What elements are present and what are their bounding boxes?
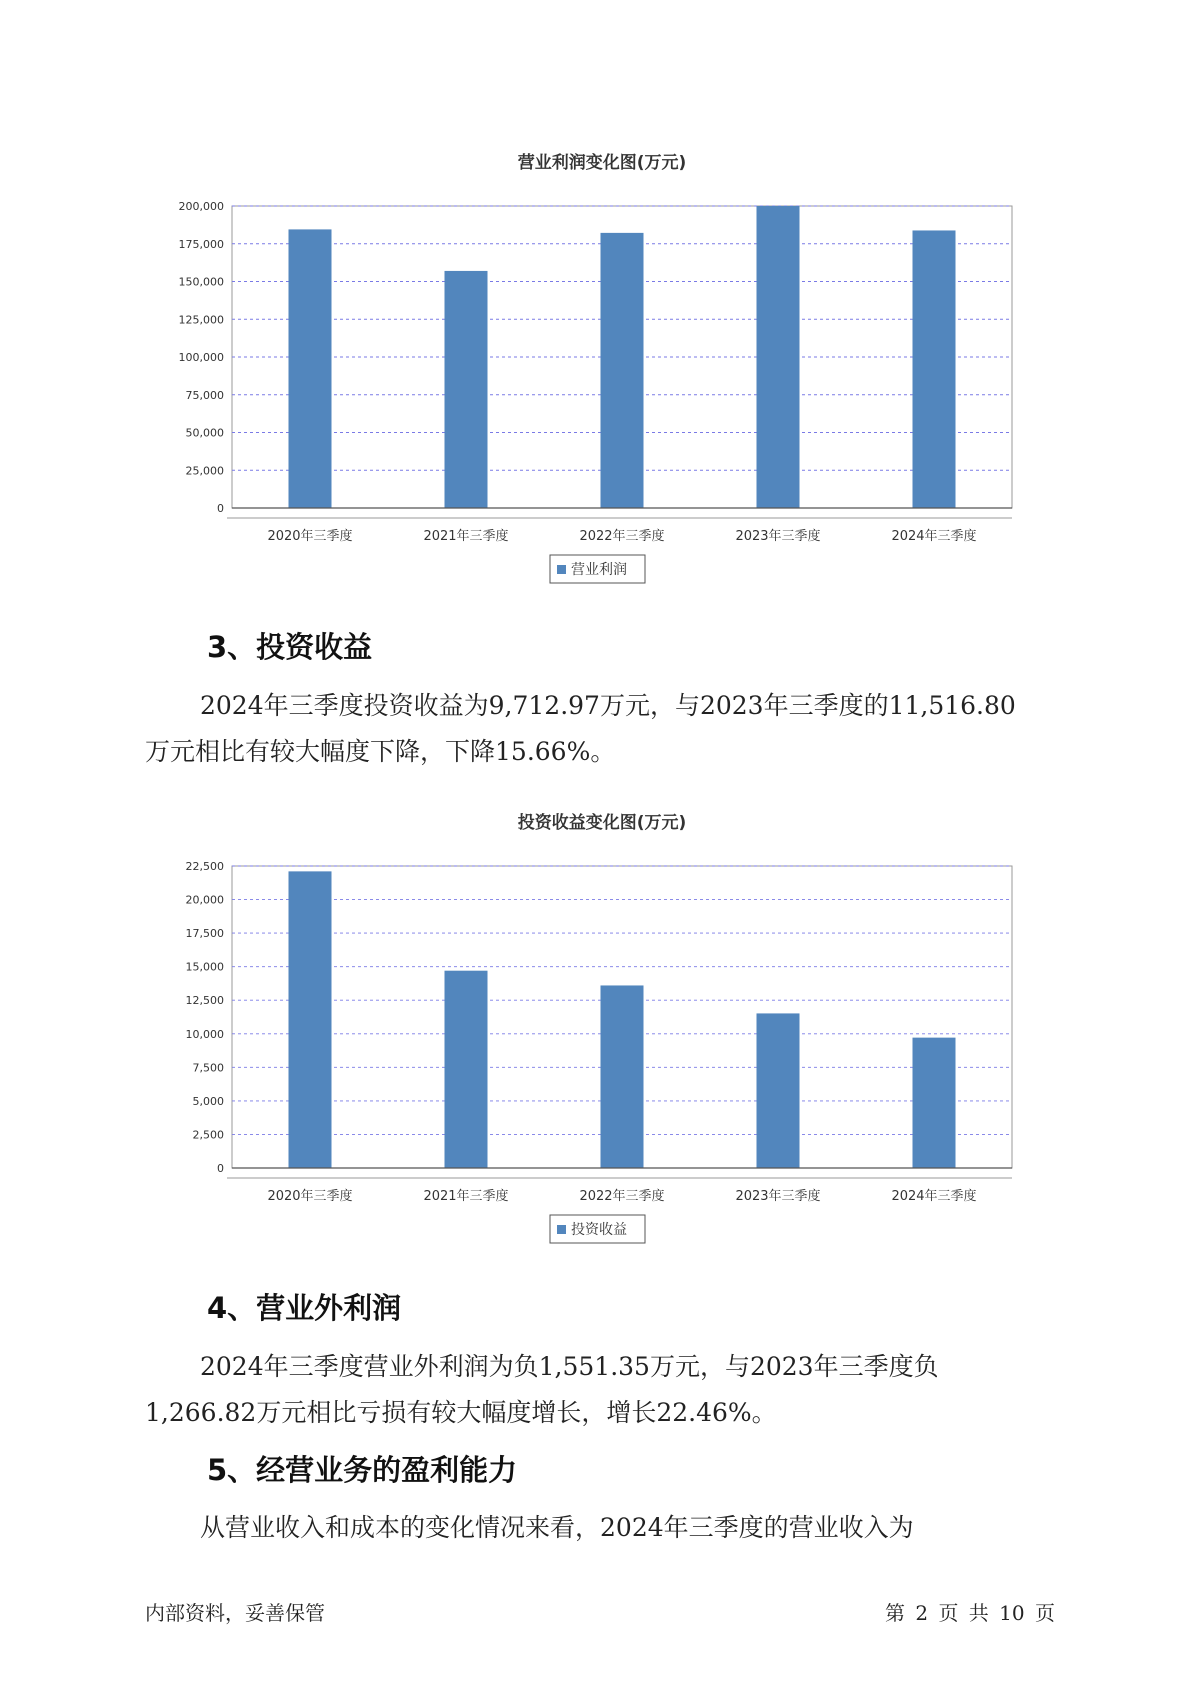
bar-5 <box>913 1038 956 1168</box>
y-tick-label: 12,500 <box>185 994 224 1008</box>
operating-profit-chart-svg <box>0 140 1191 600</box>
operating-profit-chart <box>0 140 1191 600</box>
section-3-line-1: 2024年三季度投资收益为9,712.97万元，与2023年三季度的11,516.80 <box>200 691 1016 720</box>
y-tick-label: 2,500 <box>192 1128 224 1142</box>
legend-swatch <box>557 1225 566 1234</box>
legend-label: 营业利润 <box>571 562 627 578</box>
bar-5 <box>913 230 956 508</box>
investment-income-chart <box>0 800 1191 1260</box>
footer-confidential-note: 内部资料，妥善保管 <box>145 1601 325 1625</box>
x-tick-label: 2022年三季度 <box>579 529 665 544</box>
section-3-paragraph <box>145 683 1065 775</box>
legend-label: 投资收益 <box>571 1222 627 1238</box>
x-tick-label: 2024年三季度 <box>891 529 977 544</box>
section-4-line-1: 2024年三季度营业外利润为负1,551.35万元，与2023年三季度负 <box>200 1352 939 1381</box>
y-tick-label: 175,000 <box>178 237 224 251</box>
x-tick-label: 2024年三季度 <box>891 1189 977 1204</box>
bar-3 <box>601 233 644 508</box>
y-tick-label: 125,000 <box>178 313 224 327</box>
x-tick-label: 2023年三季度 <box>735 1189 821 1204</box>
bar-4 <box>757 1013 800 1168</box>
x-tick-label: 2020年三季度 <box>267 1189 353 1204</box>
y-tick-label: 100,000 <box>178 351 224 364</box>
bar-1 <box>289 229 332 508</box>
bar-2 <box>445 971 488 1168</box>
legend-swatch <box>557 565 566 574</box>
section-5-heading: 5、经营业务的盈利能力 <box>207 1453 518 1487</box>
y-tick-label: 22,500 <box>185 860 224 873</box>
chart-title: 投资收益变化图(万元) <box>517 813 687 833</box>
footer-page-number: 第 2 页 共 10 页 <box>885 1601 1055 1625</box>
y-tick-label: 7,500 <box>192 1061 224 1075</box>
x-tick-label: 2022年三季度 <box>579 1189 665 1204</box>
section-3-heading: 3、投资收益 <box>207 630 373 664</box>
y-tick-label: 75,000 <box>185 388 224 402</box>
section-5-paragraph <box>145 1505 1065 1551</box>
bar-2 <box>445 271 488 508</box>
y-tick-label: 0 <box>217 502 224 515</box>
x-tick-label: 2020年三季度 <box>267 529 353 544</box>
y-tick-label: 50,000 <box>185 426 224 440</box>
bar-3 <box>601 985 644 1168</box>
y-tick-label: 25,000 <box>185 464 224 478</box>
y-tick-label: 17,500 <box>185 927 224 941</box>
bar-4 <box>757 206 800 508</box>
section-4-line-2: 1,266.82万元相比亏损有较大幅度增长，增长22.46%。 <box>145 1398 777 1427</box>
y-tick-label: 15,000 <box>185 960 224 974</box>
investment-income-chart-svg <box>0 800 1191 1260</box>
y-tick-label: 150,000 <box>178 275 224 289</box>
section-4-paragraph <box>145 1344 1065 1436</box>
y-tick-label: 0 <box>217 1162 224 1175</box>
y-tick-label: 20,000 <box>185 893 224 907</box>
x-tick-label: 2023年三季度 <box>735 529 821 544</box>
section-4-heading: 4、营业外利润 <box>207 1291 402 1325</box>
x-tick-label: 2021年三季度 <box>423 529 509 544</box>
section-5-line-1: 从营业收入和成本的变化情况来看，2024年三季度的营业收入为 <box>200 1513 914 1542</box>
x-tick-label: 2021年三季度 <box>423 1189 509 1204</box>
chart-title: 营业利润变化图(万元) <box>517 153 687 173</box>
section-3-line-2: 万元相比有较大幅度下降，下降15.66%。 <box>145 737 616 766</box>
y-tick-label: 200,000 <box>178 200 224 213</box>
bar-1 <box>289 871 332 1168</box>
y-tick-label: 5,000 <box>192 1094 224 1108</box>
y-tick-label: 10,000 <box>185 1027 224 1041</box>
